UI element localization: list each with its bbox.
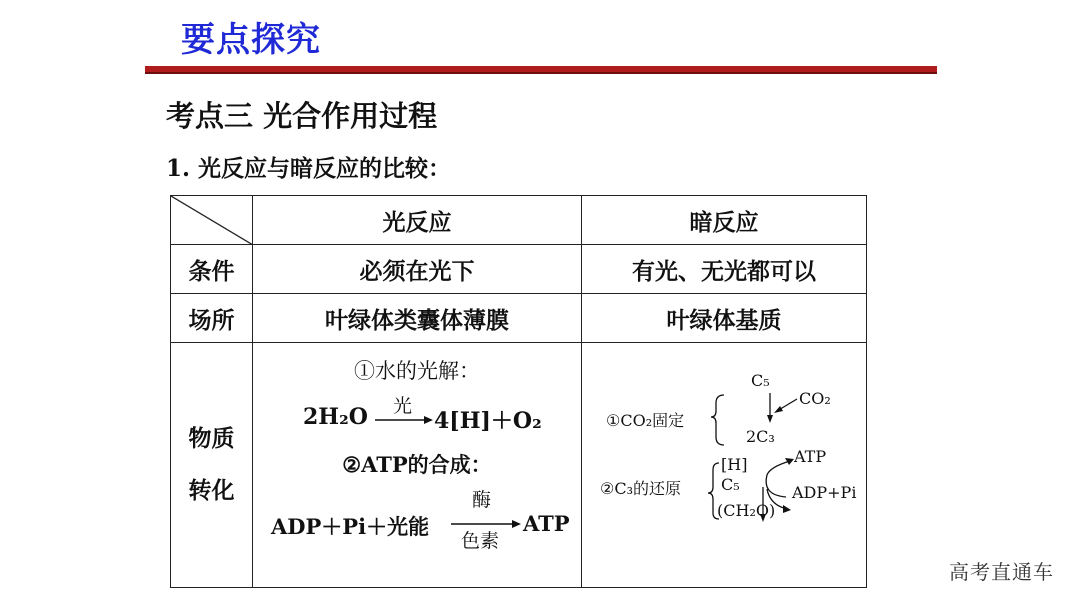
- subheading-text: 光反应与暗反应的比较：: [198, 156, 452, 182]
- cell-dark-location: 叶绿体基质: [582, 294, 867, 343]
- section-heading: 考点三 光合作用过程: [166, 99, 438, 133]
- eq1-left: 2H₂O: [303, 404, 368, 430]
- corner-diagonal: [171, 196, 253, 245]
- row-label-location: 场所: [171, 294, 253, 343]
- light-eq1: [253, 395, 581, 445]
- eq2-right: ATP: [523, 511, 570, 536]
- watermark: 高考直通车: [949, 560, 1054, 584]
- dark-atp: ATP: [794, 447, 827, 466]
- cell-light-condition: 必须在光下: [253, 245, 582, 294]
- eq2-arrow-bottom: 色素: [461, 530, 500, 552]
- dark-c5: C₅: [751, 371, 770, 390]
- column-header-dark: 暗反应: [582, 196, 867, 245]
- cell-dark-condition: 有光、无光都可以: [582, 245, 867, 294]
- table-corner-cell: [171, 196, 253, 245]
- dark-reduce-label: ②C₃的还原: [600, 479, 682, 498]
- dark-h: [H]: [721, 455, 748, 474]
- eq2-arrow-top: 酶: [472, 489, 492, 511]
- light-step1-title: ①水的光解：: [354, 359, 480, 383]
- dark-co2: CO₂: [799, 389, 831, 408]
- cell-light-transform: [253, 343, 582, 588]
- row-label-transform-line1: 物质: [188, 426, 235, 452]
- table-row: [171, 245, 867, 294]
- table-header-row: [171, 196, 867, 245]
- subheading: [166, 150, 451, 183]
- eq1-arrow-label: 光: [393, 395, 413, 417]
- light-eq2: [253, 491, 581, 561]
- eq2-left: ADP＋Pi＋光能: [271, 514, 430, 539]
- subheading-number: 1.: [166, 155, 191, 182]
- dark-adp: ADP+Pi: [792, 483, 857, 502]
- dark-ch2o: (CH₂O): [717, 501, 776, 520]
- comparison-table: [170, 195, 867, 588]
- eq1-right: 4[H]＋O₂: [434, 408, 542, 434]
- table-row: [171, 294, 867, 343]
- row-label-transform-line2: 转化: [188, 478, 235, 504]
- page-title: 要点探究: [181, 20, 321, 60]
- light-step2-title: ②ATP的合成：: [342, 452, 492, 477]
- dark-2c3: 2C₃: [746, 427, 775, 446]
- table-row: [171, 343, 867, 588]
- row-label-transform: [171, 343, 253, 588]
- cell-light-location: 叶绿体类囊体薄膜: [253, 294, 582, 343]
- dark-fix-label: ①CO₂固定: [606, 411, 685, 430]
- row-label-condition: 条件: [171, 245, 253, 294]
- cell-dark-transform: [582, 343, 867, 588]
- dark-c5b: C₅: [721, 475, 740, 494]
- title-divider: [145, 66, 937, 72]
- column-header-light: 光反应: [253, 196, 582, 245]
